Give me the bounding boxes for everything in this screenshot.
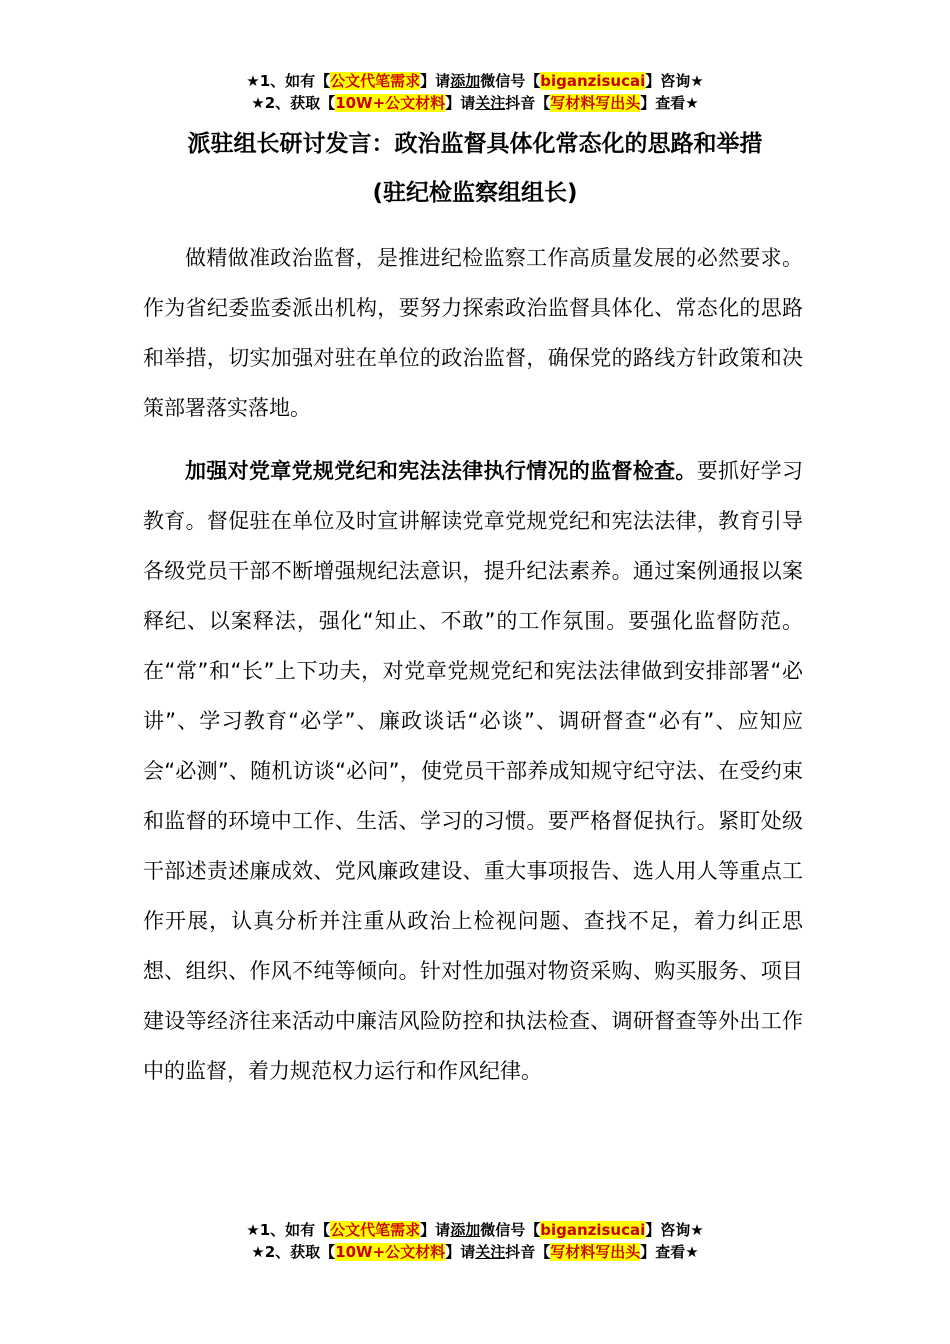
promo-highlight: 公文代笔需求: [330, 1221, 421, 1239]
promo-highlight: 10W+公文材料: [335, 1243, 446, 1261]
promo-text: 抖音【: [505, 1243, 551, 1261]
paragraph-body: 要抓好学习教育。督促驻在单位及时宣讲解读党章党规党纪和宪法法律，教育引导各级党员干部不断增强规纪法意识，提升纪法素养。通过案例通报以案释纪、以案释法，强化“知止、不敢”的工作氛围。要强化监督防范。在“常”和“长”上下功夫，对党章党规党纪和宪法法律做到安排部署“必讲”、学习教育“必学”、廉政谈话“必谈”、调研督查“必有”、应知应会“必测”、随机访谈“必问”，使党员干部养成知规守纪守法、在受约束和监督的环境中工作、生活、学习的习惯。要严格督促执行。紧盯处级干部述责述廉成效、党风廉政建设、重大事项报告、选人用人等重点工作开展，认真分析并注重从政治上检视问题、查找不足，着力纠正思想、组织、作风不纯等倾向。针对性加强对物资采购、购买服务、项目建设等经济往来活动中廉洁风险防控和执法检查、调研督查等外出工作中的监督，着力规范权力运行和作风纪律。: [143, 459, 804, 1083]
promo-text: ★2、获取【: [251, 94, 336, 112]
promo-text: 抖音【: [505, 94, 551, 112]
promo-text: 】查看★: [640, 94, 699, 112]
promo-line-1: [0, 70, 950, 92]
promo-underline: 添加: [450, 72, 481, 90]
document-title: 派驻组长研讨发言：政治监督具体化常态化的思路和举措: [187, 131, 763, 157]
promo-footer: [0, 1219, 950, 1263]
promo-text: 】请: [420, 72, 451, 90]
promo-highlight: biganzisucai: [540, 72, 646, 90]
promo-underline: 添加: [450, 1221, 481, 1239]
promo-line-2: [0, 1241, 950, 1263]
promo-text: ★1、如有【: [246, 1221, 331, 1239]
paragraph-supervision: [143, 446, 803, 1096]
promo-text: 】咨询★: [645, 72, 704, 90]
promo-highlight: 10W+公文材料: [335, 94, 446, 112]
promo-header: [0, 70, 950, 114]
promo-text: 】查看★: [640, 1243, 699, 1261]
promo-text: 微信号【: [480, 1221, 541, 1239]
promo-underline: 关注: [475, 1243, 506, 1261]
paragraph-lead-heading: 加强对党章党规党纪和宪法法律执行情况的监督检查。: [185, 459, 697, 483]
promo-highlight: biganzisucai: [540, 1221, 646, 1239]
document-subtitle: (驻纪检监察组组长): [372, 180, 578, 206]
promo-text: 】请: [445, 94, 476, 112]
promo-text: ★1、如有【: [246, 72, 331, 90]
promo-text: 】请: [420, 1221, 451, 1239]
promo-line-2: [0, 92, 950, 114]
promo-text: 】咨询★: [645, 1221, 704, 1239]
promo-text: 】请: [445, 1243, 476, 1261]
promo-text: 微信号【: [480, 72, 541, 90]
paragraph-intro: 做精做准政治监督，是推进纪检监察工作高质量发展的必然要求。作为省纪委监委派出机构，要努力探索政治监督具体化、常态化的思路和举措，切实加强对驻在单位的政治监督，确保党的路线方针政策和决策部署落实落地。: [143, 246, 803, 420]
promo-highlight: 公文代笔需求: [330, 72, 421, 90]
promo-highlight: 写材料写出头: [550, 94, 641, 112]
promo-text: ★2、获取【: [251, 1243, 336, 1261]
promo-highlight: 写材料写出头: [550, 1243, 641, 1261]
promo-line-1: [0, 1219, 950, 1241]
promo-underline: 关注: [475, 94, 506, 112]
